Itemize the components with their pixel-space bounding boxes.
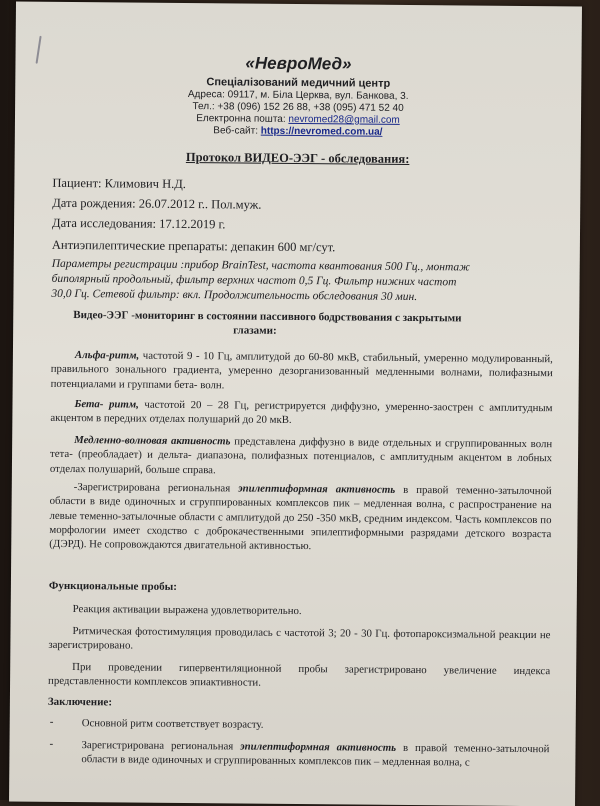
birth-date: Дата рождения: 26.07.2012 г.. Пол.муж. (52, 195, 262, 212)
clinic-address: Адреса: 09117, м. Біла Церква, вул. Банкова, 3. (187, 89, 409, 102)
clinic-name: «НевроМед» (245, 53, 352, 74)
conclusion-item-1: Основной ритм соответствует возрасту. (81, 717, 264, 731)
website-link[interactable]: https://nevromed.com.ua/ (260, 125, 383, 138)
antiepileptic-drugs: Антиэпилептические препараты: депакин 600 мг/сут. (51, 237, 336, 255)
alpha-rhythm-paragraph (51, 348, 553, 395)
beta-text: частотой 20 – 28 Гц, регистрируется диффузно, умеренно-заострен с амплитудным акцентом в передних отделах полушарий до 20 мкВ. (50, 398, 553, 427)
clinic-subtitle: Спеціалізований медичний центр (206, 76, 391, 90)
epileptiform-paragraph (49, 480, 552, 556)
conclusion-heading: Заключение: (47, 695, 113, 709)
hyperventilation: При проведении гипервентиляционной пробы зарегистрировано увеличение индекса представленности комплексов эпиактивности. (48, 661, 551, 690)
slow-wave-paragraph (50, 433, 552, 480)
alpha-text: частотой 9 - 10 Гц, амплитудой до 60-80 мкВ, стабильный, умеренно модулированный, правильного зонального градиента, умеренно дезорганизованный медленными волнами, полифазными потенциалами и группами бета- волн. (50, 349, 553, 392)
monitoring-heading-1: Видео-ЭЭГ -мониторинг в состоянии пассивного бодрствования с закрытыми (73, 309, 462, 325)
exam-date: Дата исследования: 17.12.2019 г. (52, 215, 226, 232)
epi-term: эпилептиформная активность (238, 482, 396, 496)
conclusion-item-2 (81, 738, 549, 771)
photostimulation: Ритмическая фотостимуляция проводилась с частотой 3; 20 - 30 Гц. фотопароксизмальной реакции не зарегистрировано. (48, 625, 551, 652)
activation-reaction: Реакция активации выражена удовлетворительно. (72, 603, 302, 618)
slow-term: Медленно-волновая активность (74, 434, 231, 448)
bullet-marker: - (49, 737, 54, 750)
email-label: Електронна пошта: (196, 113, 289, 125)
beta-term: Бета- ритм, (74, 398, 139, 411)
params-line-3: 30,0 Гц. Сетевой фильтр: вкл. Продолжительность обследования 30 мин. (51, 287, 418, 304)
params-line-1: Параметры регистрации :прибор BrainTest, частота квантования 500 Гц., монтаж (51, 257, 470, 274)
epi-prefix: -Зарегистрирована региональная (73, 481, 239, 495)
concl-prefix: Зарегистрирована региональная (81, 739, 241, 753)
slow-text: представлена диффузно в виде отдельных и сгруппированных волн тета- (преобладает) и дельта- диапазона, полифазных потенциалов, с амплитудным акцентом в лобных отделах полушарий, больше справа. (49, 435, 553, 477)
bullet-marker: - (49, 715, 54, 728)
protocol-title: Протокол ВИДЕО-ЭЭГ - обследования: (185, 150, 410, 166)
document-page (9, 2, 582, 806)
email-link[interactable]: nevromed28@gmail.com (288, 113, 400, 126)
monitoring-heading-2: глазами: (233, 324, 277, 337)
functional-tests-heading: Функциональные пробы: (48, 579, 177, 593)
epi-text: в правой теменно-затылочной области в виде одиночных и сгруппированных комплексов пик – медленная волна, с распространение на левые теменно-затылочные области с амплитудой до 250 -350 мкВ, средним индексом. Часть комплексов по морфологии имеет сходство с доброкачественными эпилептиформными разрядами детского возраста (ДЭРД). Не сопровождаются двигательной активностью. (49, 483, 552, 553)
concl-text: в правой теменно-затылочной области в виде одиночных и сгруппированных комплексов пик – медленная волна, с (81, 741, 550, 769)
patient-name: Пациент: Климович Н.Д. (52, 175, 186, 192)
concl-term: эпилептиформная активность (240, 740, 397, 754)
alpha-term: Альфа-ритм, (74, 349, 140, 362)
params-line-2: биполярный продольный, фильтр верхних частот 0,5 Гц. Фильтр нижних частот (51, 272, 457, 289)
beta-rhythm-paragraph (50, 397, 552, 430)
website-label: Веб-сайт: (213, 125, 261, 137)
clinic-phone: Тел.: +38 (096) 152 26 88, +38 (095) 471 52 40 (192, 101, 404, 114)
